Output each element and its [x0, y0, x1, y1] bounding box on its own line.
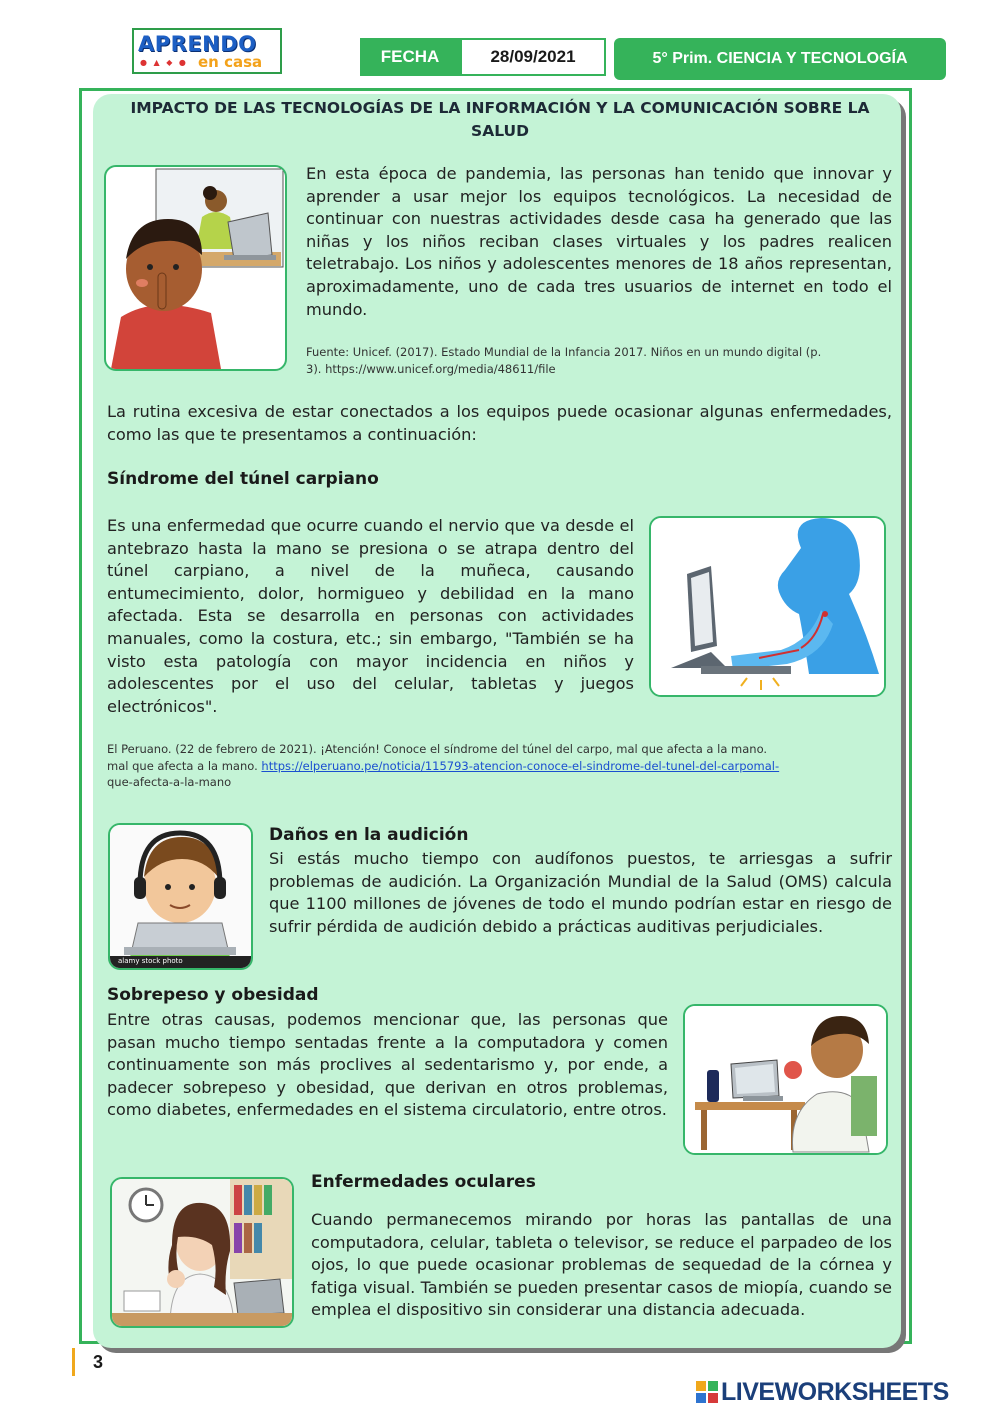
logo-dots: ● ▲ ◆ ● — [140, 58, 188, 67]
tunel-paragraph: Es una enfermedad que ocurre cuando el nervio que va desde el antebrazo hasta la mano se presiona o se atrapa dentro del túnel carpiano, a nivel de la muñeca, causando entumecimiento, dolor, hormigueo y debilidad en la mano afectada. Esta se desarrolla en personas con actividades manuales, como la costura, etc.; sin embargo, "También se ha visto esta patología con mayor incidencia en niños y adolescentes por el uso del celular, tabletas y juegos electrónicos". — [107, 516, 634, 716]
oculares-paragraph: Cuando permanecemos mirando por horas las pantallas de una computadora, celular, tableta o televisor, se reduce el parpadeo de los ojos, lo que puede ocasionar problemas de sequedad de la córnea y fatiga visual. También se pueden presentar casos de miopía, cuando se emplea el dispositivo sin considerar una distancia adecuada. — [311, 1210, 892, 1320]
oculares-heading: Enfermedades oculares — [311, 1172, 536, 1192]
carpal-tunnel-illustration — [651, 518, 884, 695]
liveworksheets-text: LIVEWORKSHEETS — [721, 1378, 949, 1406]
page-title: IMPACTO DE LAS TECNOLOGÍAS DE LA INFORMACIÓN Y LA COMUNICACIÓN SOBRE LA SALUD — [130, 99, 870, 140]
audicion-illustration — [108, 823, 253, 970]
tunel-source-prefix: mal que afecta a la mano. — [107, 758, 262, 773]
page-number: 3 — [72, 1348, 103, 1376]
tunel-illustration — [649, 516, 886, 697]
tunel-source-link[interactable]: https://elperuano.pe/noticia/115793-atencion-conoce-el-sindrome-del-tunel-del-carpomal- — [261, 758, 780, 773]
audicion-heading: Daños en la audición — [269, 825, 469, 845]
aprendo-en-casa-logo — [132, 28, 282, 74]
fecha-label: FECHA — [360, 38, 460, 76]
girl-tired-eyes-illustration — [112, 1179, 292, 1326]
intro-source: Fuente: Unicef. (2017). Estado Mundial de la Infancia 2017. Niños en un mundo digital (p. 3). https://www.unicef.org/media/48611/file — [306, 345, 822, 376]
tunel-source-tail: que-afecta-a-la-mano — [107, 775, 232, 789]
intro-paragraph: En esta época de pandemia, las personas han tenido que innovar y aprender a usar mejor los equipos tecnológicos. La necesidad de continuar con nuestras actividades desde casa ha generado que las niñas y los niños reciban clases virtuales y los padres realicen teletrabajo. Los niños y adolescentes menores de 18 años representan, aproximadamente, uno de cada tres usuarios de internet en todo el mundo. — [306, 164, 892, 319]
liveworksheets-brand[interactable] — [696, 1378, 949, 1407]
logo-main-text: APRENDO — [138, 32, 257, 56]
tunel-source — [107, 741, 897, 791]
sobrepeso-heading: Sobrepeso y obesidad — [107, 985, 319, 1005]
tunel-source-text: El Peruano. (22 de febrero de 2021). ¡Atención! Conoce el síndrome del túnel del carpo, mal que afecta a la mano. — [107, 742, 768, 756]
grade-subject-badge: 5° Prim. CIENCIA Y TECNOLOGÍA — [614, 38, 946, 80]
oculares-illustration — [110, 1177, 294, 1328]
liveworksheets-logo-icon — [696, 1381, 718, 1403]
tunel-heading: Síndrome del túnel carpiano — [107, 469, 379, 489]
intro-illustration — [104, 165, 287, 371]
boy-headphones-illustration — [110, 825, 251, 968]
boy-computer-eating-illustration — [685, 1006, 886, 1153]
alamy-watermark: alamy stock photo — [118, 957, 183, 965]
fecha-value: 28/09/2021 — [460, 38, 606, 76]
audicion-paragraph: Si estás mucho tiempo con audífonos puestos, te arriesgas a sufrir problemas de audición. La Organización Mundial de la Salud (OMS) calcula que 1100 millones de jóvenes de todo el mundo podrían estar en riesgo de sufrir pérdida de audición debido a prácticas auditivas perjudiciales. — [269, 849, 892, 936]
sobrepeso-illustration — [683, 1004, 888, 1155]
lead-paragraph: La rutina excesiva de estar conectados a los equipos puede ocasionar algunas enfermedades, como las que te presentamos a continuación: — [107, 402, 892, 444]
logo-sub-text: en casa — [198, 53, 263, 71]
boy-shh-illustration — [106, 167, 285, 369]
sobrepeso-paragraph: Entre otras causas, podemos mencionar que, las personas que pasan mucho tiempo sentadas frente a la computadora y comen continuamente son más proclives al sedentarismo y, por ende, a padecer sobrepeso y obesidad, que derivan en otros problemas, como diabetes, enfermedades en el sistema circulatorio, entre otros. — [107, 1010, 668, 1120]
